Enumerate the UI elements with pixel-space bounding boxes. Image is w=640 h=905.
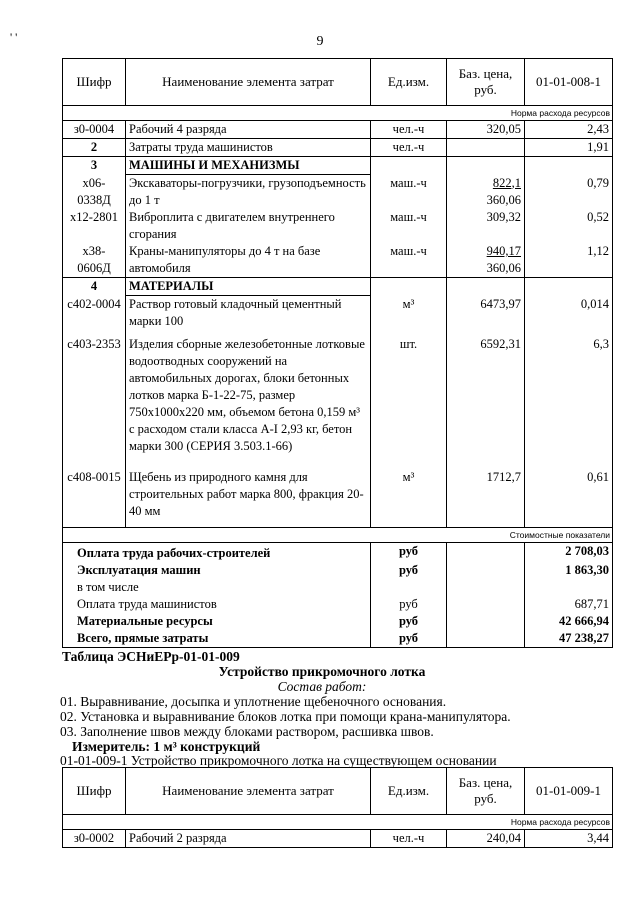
summary-row [63, 543, 613, 563]
row-price: 6473,97 [447, 296, 525, 331]
cost-label: Стоимостные показатели [63, 528, 613, 543]
row-price [447, 139, 525, 157]
summary-label: Оплата труда машинистов [63, 596, 371, 613]
header-price: Баз. цена, руб. [447, 59, 525, 106]
summary-unit: руб [371, 596, 447, 613]
row-value: 0,61 [525, 455, 613, 528]
summary-label: Оплата труда рабочих-строителей [63, 543, 371, 563]
row-price: 6592,31 [447, 330, 525, 455]
norm-label: Норма расхода ресурсов [63, 106, 613, 121]
row-code: 2 [63, 139, 126, 157]
header-code: Шифр [63, 768, 126, 815]
item-title: 01-01-009-1 Устройство прикромочного лотка на существующем основании [60, 753, 497, 768]
summary-row [63, 579, 613, 596]
summary-label: в том числе [63, 579, 371, 596]
row-code: с402-0004 [63, 296, 126, 331]
summary-row [63, 596, 613, 613]
work-step: 03. Заполнение швов между блоками раствором, расшивка швов. [60, 724, 434, 739]
row-price: 320,05 [447, 121, 525, 139]
summary-unit: руб [371, 543, 447, 563]
row-code: х06-0338Д [63, 175, 126, 210]
section-code: 4 [63, 278, 126, 296]
row-value: 0,79 [525, 175, 613, 210]
row-value: 6,3 [525, 330, 613, 455]
table-header [63, 59, 613, 106]
header-unit: Ед.изм. [371, 768, 447, 815]
summary-unit [371, 579, 447, 596]
table-row [63, 243, 613, 278]
row-name: Рабочий 2 разряда [126, 830, 371, 848]
header-norm-code: 01-01-008-1 [525, 59, 613, 106]
row-name: Экскаваторы-погрузчики, грузоподъемность до 1 т [126, 175, 371, 210]
row-unit: чел.-ч [371, 139, 447, 157]
table-title: Таблица ЭСНиЕРр-01-01-009 [62, 649, 240, 664]
table-row [63, 455, 613, 528]
row-unit: м³ [371, 455, 447, 528]
row-unit: маш.-ч [371, 243, 447, 278]
table-row [63, 330, 613, 455]
row-price-machinist: 360,06 [486, 261, 521, 275]
summary-label: Всего, прямые затраты [63, 630, 371, 648]
row-price: 309,32 [447, 209, 525, 243]
summary-row [63, 562, 613, 579]
section-row [63, 157, 613, 175]
measure-unit: Измеритель: 1 м³ конструкций [72, 739, 261, 754]
summary-unit: руб [371, 630, 447, 648]
table-row [63, 296, 613, 331]
row-code: с403-2353 [63, 330, 126, 455]
header-norm-code: 01-01-009-1 [525, 768, 613, 815]
page-number: 9 [316, 34, 324, 49]
row-value: 2,43 [525, 121, 613, 139]
resource-table-009 [62, 767, 613, 848]
row-value: 0,52 [525, 209, 613, 243]
header-name: Наименование элемента затрат [126, 59, 371, 106]
row-code: з0-0002 [63, 830, 126, 848]
summary-value: 1 863,30 [525, 562, 613, 579]
summary-value: 687,71 [525, 596, 613, 613]
summary-value: 42 666,94 [525, 613, 613, 630]
row-name: Краны-манипуляторы до 4 т на базе автомобиля [126, 243, 371, 278]
table-header [63, 768, 613, 815]
row-unit: м³ [371, 296, 447, 331]
row-value: 0,014 [525, 296, 613, 331]
summary-value [525, 579, 613, 596]
summary-row [63, 630, 613, 648]
table-row [63, 121, 613, 139]
summary-unit: руб [371, 562, 447, 579]
row-unit: маш.-ч [371, 209, 447, 243]
row-price: 240,04 [447, 830, 525, 848]
row-name: Виброплита с двигателем внутреннего сгорания [126, 209, 371, 243]
row-value: 1,91 [525, 139, 613, 157]
composition-title: Состав работ: [277, 679, 367, 694]
row-name: Раствор готовый кладочный цементный марки 100 [126, 296, 371, 331]
section-row [63, 278, 613, 296]
section-title: МАШИНЫ И МЕХАНИЗМЫ [126, 157, 371, 175]
row-price: 1712,7 [447, 455, 525, 528]
row-value: 3,44 [525, 830, 613, 848]
row-price: 940,17 [486, 244, 521, 258]
summary-label: Материальные ресурсы [63, 613, 371, 630]
row-unit: чел.-ч [371, 830, 447, 848]
row-name: Изделия сборные железобетонные лотковые водоотводных сооружений на автомобильных дорогах, блоки бетонных лотков марка Б-1-22-75, размер 750x1000x220 мм, объемом бетона 0,159 м³ с расходом стали класса А-I 2,93 кг, бетон марки 300 (СЕРИЯ 3.503.1-66) [126, 330, 371, 455]
resource-table-008 [62, 58, 613, 648]
scan-marks: ' ' [10, 30, 18, 44]
summary-value: 47 238,27 [525, 630, 613, 648]
row-code: х12-2801 [63, 209, 126, 243]
section-title: МАТЕРИАЛЫ [126, 278, 371, 296]
table-row [63, 830, 613, 848]
work-step: 01. Выравнивание, досыпка и уплотнение щебеночного основания. [60, 694, 447, 709]
norm-label: Норма расхода ресурсов [63, 815, 613, 830]
row-code: с408-0015 [63, 455, 126, 528]
summary-row [63, 613, 613, 630]
table-row [63, 175, 613, 210]
section-code: 3 [63, 157, 126, 175]
row-price-machinist: 360,06 [486, 192, 521, 207]
row-name: Рабочий 4 разряда [126, 121, 371, 139]
summary-label: Эксплуатация машин [63, 562, 371, 579]
work-step: 02. Установка и выравнивание блоков лотка при помощи крана-манипулятора. [60, 709, 511, 724]
section-title: Устройство прикромочного лотка [218, 664, 426, 679]
row-code: з0-0004 [63, 121, 126, 139]
row-unit: маш.-ч [371, 175, 447, 210]
header-price: Баз. цена, руб. [447, 768, 525, 815]
summary-unit: руб [371, 613, 447, 630]
row-value: 1,12 [525, 243, 613, 278]
row-unit: шт. [371, 330, 447, 455]
header-code: Шифр [63, 59, 126, 106]
header-unit: Ед.изм. [371, 59, 447, 106]
row-unit: чел.-ч [371, 121, 447, 139]
summary-value: 2 708,03 [525, 543, 613, 563]
row-name: Щебень из природного камня для строительных работ марка 800, фракция 20-40 мм [126, 455, 371, 528]
row-code: х38-0606Д [63, 243, 126, 278]
table-row [63, 139, 613, 157]
row-name: Затраты труда машинистов [126, 139, 371, 157]
row-price: 822,1 [492, 175, 521, 190]
table-row [63, 209, 613, 243]
header-name: Наименование элемента затрат [126, 768, 371, 815]
